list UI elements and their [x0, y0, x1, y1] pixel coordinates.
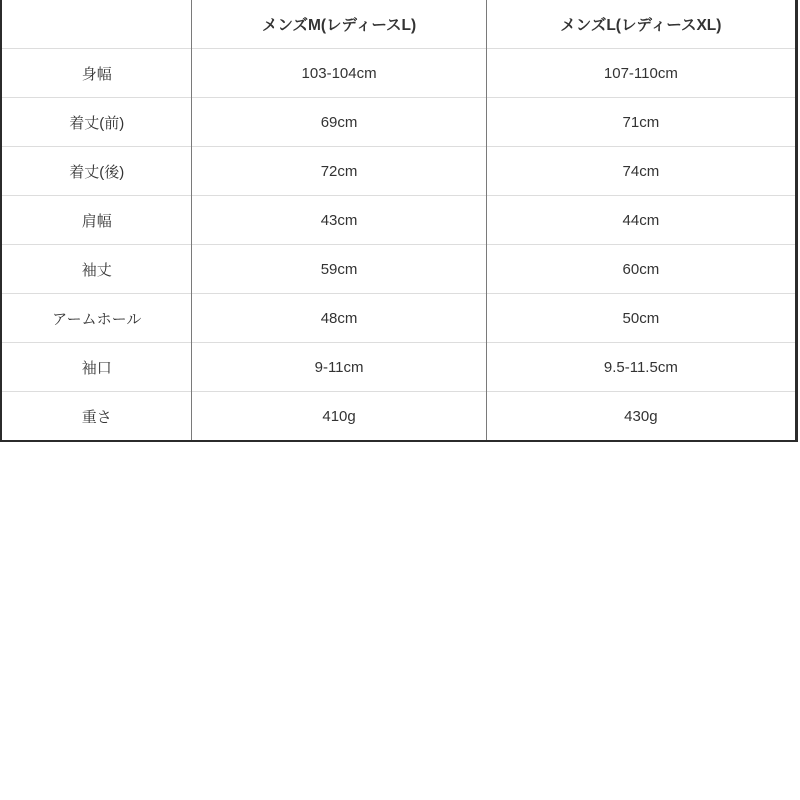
size-value: 48cm [192, 294, 486, 343]
row-label: 袖口 [1, 343, 192, 392]
row-label: 身幅 [1, 49, 192, 98]
size-value: 9-11cm [192, 343, 486, 392]
table-row-armhole [1, 294, 797, 343]
size-value: 60cm [486, 245, 796, 294]
size-value: 430g [486, 392, 796, 442]
table-row-length-front [1, 98, 797, 147]
size-value: 59cm [192, 245, 486, 294]
table-row-shoulder-width [1, 196, 797, 245]
row-label: 着丈(後) [1, 147, 192, 196]
table-row-weight [1, 392, 797, 442]
corner-header-cell [1, 0, 192, 49]
table-row-length-back [1, 147, 797, 196]
size-value: 107-110cm [486, 49, 796, 98]
size-value: 103-104cm [192, 49, 486, 98]
row-label: アームホール [1, 294, 192, 343]
size-value: 69cm [192, 98, 486, 147]
row-label: 肩幅 [1, 196, 192, 245]
table-row-cuff [1, 343, 797, 392]
table-row-body-width [1, 49, 797, 98]
row-label: 袖丈 [1, 245, 192, 294]
row-label: 重さ [1, 392, 192, 442]
size-value: 72cm [192, 147, 486, 196]
row-label: 着丈(前) [1, 98, 192, 147]
size-value: 44cm [486, 196, 796, 245]
size-value: 74cm [486, 147, 796, 196]
size-value: 71cm [486, 98, 796, 147]
column-header-mens-m: メンズM(レディースL) [192, 0, 486, 49]
header-row [1, 0, 797, 49]
size-value: 43cm [192, 196, 486, 245]
table-row-sleeve-length [1, 245, 797, 294]
size-value: 50cm [486, 294, 796, 343]
size-value: 410g [192, 392, 486, 442]
column-header-mens-l: メンズL(レディースXL) [486, 0, 796, 49]
size-value: 9.5-11.5cm [486, 343, 796, 392]
